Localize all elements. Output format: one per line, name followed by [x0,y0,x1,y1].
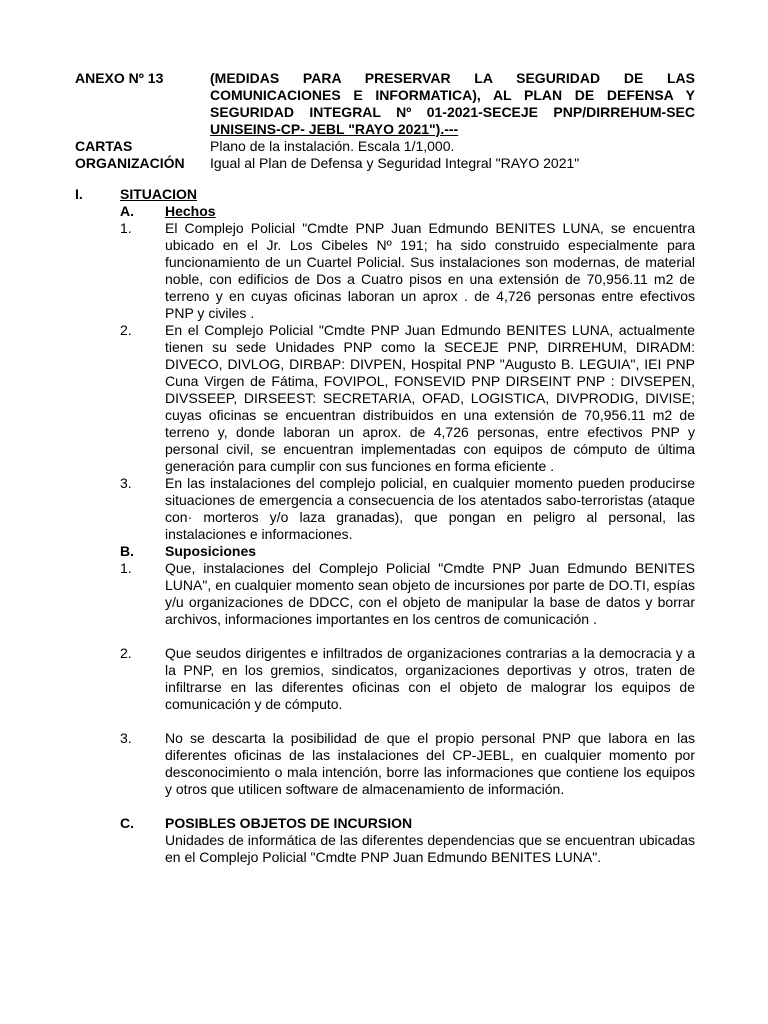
subsection-title: Suposiciones [165,543,257,559]
meta-label-cartas: CARTAS [75,138,133,154]
document-header [75,70,695,172]
list-item [75,220,695,322]
meta-value-organizacion: Igual al Plan de Defensa y Seguridad Integral "RAYO 2021" [210,155,580,171]
section-situacion [75,186,695,866]
spacer [75,713,695,730]
meta-label-organizacion: ORGANIZACIÓN [75,155,185,171]
list-item [75,322,695,475]
item-text: En el Complejo Policial "Cmdte PNP Juan Edmundo BENITES LUNA, actualmente tienen su sede Unidades PNP como la SECEJE PNP, DIRREHUM, DIRADM: DIVECO, DIVLOG, DIRBAP: DIVPEN, Hospital PNP "Augusto B. LEGUIA", IEI PNP Cuna Virgen de Fátima, FOVIPOL, FONSEVID PNP DIRSEINT PNP : DIVSEPEN, DIVSSEEP, DIRSEEST: SECRETARIA, OFAD, LOGISTICA, DIVPRODIG, DIVISE; cuyas oficinas se encuentran distribuidos en una extensión de 70,956.11 m2 de terreno y, donde laboran un aprox. de 4,726 personas, entre efectivos PNP y personal civil, se encuentran implementadas con equipos de cómputo de última generación para cumplir con sus funciones en forma eficiente . [165,322,695,474]
item-text: No se descarta la posibilidad de que el propio personal PNP que labora en las diferentes oficinas de las instalaciones del CP-JEBL, en cualquier momento por desconocimiento o mala intención, borre las informaciones que contiene los equipos y otros que utilicen software de almacenamiento de información. [165,730,695,797]
list-item [75,560,695,628]
item-text: Que seudos dirigentes e infiltrados de organizaciones contrarias a la democracia y a la PNP, en los gremios, sindicatos, organizaciones deportivas y otros, traten de infiltrarse en las diferentes oficinas con el objeto de malograr los equipos de comunicación y de cómputo. [165,645,695,712]
item-number: 3. [120,730,132,746]
anexo-title-main: (MEDIDAS PARA PRESERVAR LA SEGURIDAD DE LAS COMUNICACIONES E INFORMATICA), AL PLAN DE DEFENSA Y SEGURIDAD INTEGRAL Nº 01-2021-SECEJE PNP/DIRREHUM-SEC [210,70,695,120]
subsection-heading-suposiciones [75,543,695,560]
item-number: 1. [120,220,132,236]
item-text: Que, instalaciones del Complejo Policial "Cmdte PNP Juan Edmundo BENITES LUNA", en cualquier momento sean objeto de incursiones por parte de DO.TI, espías y/u organizaciones de DDCC, con el objeto de manipular la base de datos y borrar archivos, informaciones importantes en los centros de comunicación . [165,560,695,627]
meta-value-cartas: Plano de la instalación. Escala 1/1,000. [210,138,455,154]
subsection-heading-objetos [75,815,695,832]
spacer [75,628,695,645]
item-number: 2. [120,322,132,338]
meta-row-cartas [75,138,695,155]
spacer [75,798,695,815]
anexo-title [210,70,695,138]
section-title: SITUACION [120,186,197,202]
anexo-title-underlined: UNISEINS-CP- JEBL "RAYO 2021").--- [210,121,459,137]
meta-row-organizacion [75,155,695,172]
subsection-heading-hechos [75,203,695,220]
subsection-title: Hechos [165,203,216,219]
subsection-letter: A. [120,203,134,219]
anexo-row [75,70,695,138]
subsection-body: Unidades de informática de las diferentes dependencias que se encuentran ubicadas en el Complejo Policial "Cmdte PNP Juan Edmundo BENITES LUNA". [165,832,695,865]
item-number: 3. [120,475,132,491]
anexo-label: ANEXO Nº 13 [75,70,164,86]
item-text: En las instalaciones del complejo policial, en cualquier momento pueden producirse situaciones de emergencia a consecuencia de los atentados sabo-terroristas (ataque con· morteros y/o laza granadas), que pongan en peligro al personal, las instalaciones e informaciones. [165,475,695,542]
item-number: 1. [120,560,132,576]
item-text: El Complejo Policial "Cmdte PNP Juan Edmundo BENITES LUNA, se encuentra ubicado en el Jr. Los Cibeles Nº 191; ha sido construido especialmente para funcionamiento de un Cuartel Policial. Sus instalaciones son modernas, de material noble, con edificios de Dos a Cuatro pisos en una extensión de 70,956.11 m2 de terreno y en cuyas oficinas laboran un aprox . de 4,726 personas entre efectivos PNP y civiles . [165,220,695,321]
subsection-title: POSIBLES OBJETOS DE INCURSION [165,815,413,831]
subsection-letter: B. [120,543,134,559]
item-number: 2. [120,645,132,661]
list-item [75,645,695,713]
list-item [75,730,695,798]
section-heading [75,186,695,203]
subsection-letter: C. [120,815,134,831]
list-item [75,475,695,543]
section-number: I. [75,186,83,202]
